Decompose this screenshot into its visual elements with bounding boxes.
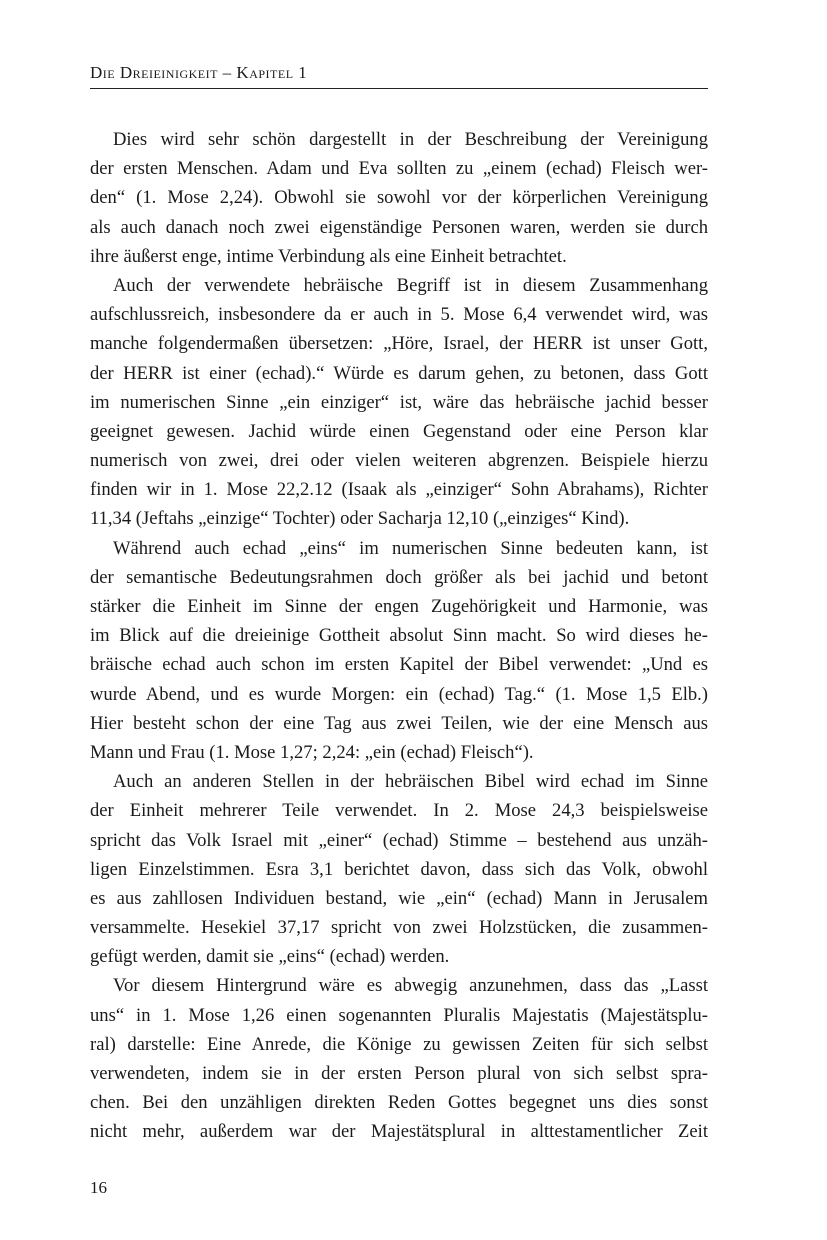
text-line: chen. Bei den unzähligen direkten Reden Gottes begegnet uns dies sonst: [90, 1092, 708, 1114]
text-line: den“ (1. Mose 2,24). Obwohl sie sowohl vor der körperlichen Vereinigung: [90, 187, 708, 209]
text-line: Vor diesem Hintergrund wäre es abwegig anzunehmen, dass das „Lasst: [113, 975, 708, 997]
text-line: manche folgendermaßen übersetzen: „Höre, Israel, der HERR ist unser Gott,: [90, 333, 708, 355]
text-line: nicht mehr, außerdem war der Majestätsplural in alttestamentlicher Zeit: [90, 1121, 708, 1143]
text-line: Auch an anderen Stellen in der hebräischen Bibel wird echad im Sinne: [113, 771, 708, 793]
text-line: verwendeten, indem sie in der ersten Person plural von sich selbst spra-: [90, 1063, 708, 1084]
text-line: Dies wird sehr schön dargestellt in der Beschreibung der Vereinigung: [113, 129, 708, 150]
text-line: finden wir in 1. Mose 22,2.12 (Isaak als „einziger“ Sohn Abrahams), Richter: [90, 479, 708, 501]
paragraph-4: [90, 767, 708, 971]
text-line: Auch der verwendete hebräische Begriff ist in diesem Zusammenhang: [113, 274, 708, 296]
text-line: ral) darstelle: Eine Anrede, die Könige zu gewissen Zeiten für sich selbst: [90, 1033, 708, 1055]
text-line: spricht das Volk Israel mit „einer“ (echad) Stimme – bestehend aus unzäh-: [90, 829, 708, 851]
text-line: es aus zahllosen Individuen bestand, wie „ein“ (echad) Mann in Jerusalem: [90, 887, 708, 909]
text-line: Mann und Frau (1. Mose 1,27; 2,24: „ein (echad) Fleisch“).: [90, 741, 534, 763]
text-line: ihre äußerst enge, intime Verbindung als eine Einheit betrachtet.: [90, 245, 567, 267]
text-line: im numerischen Sinne „ein einziger“ ist, wäre das hebräische jachid besser: [90, 391, 708, 413]
text-line: stärker die Einheit im Sinne der engen Zugehörigkeit und Harmonie, was: [90, 596, 708, 617]
paragraph-3: [90, 534, 708, 768]
paragraph-5: [90, 971, 708, 1146]
text-line: versammelte. Hesekiel 37,17 spricht von zwei Holzstücken, die zusammen-: [90, 917, 708, 939]
text-line: der semantische Bedeutungsrahmen doch größer als bei jachid und betont: [90, 566, 708, 588]
text-line: 11,34 (Jeftahs „einzige“ Tochter) oder Sacharja 12,10 („einziges“ Kind).: [90, 508, 630, 530]
text-line: der Einheit mehrerer Teile verwendet. In 2. Mose 24,3 beispielsweise: [90, 800, 708, 822]
paragraph-1: [90, 125, 708, 271]
text-line: gefügt werden, damit sie „eins“ (echad) werden.: [90, 946, 450, 968]
text-line: aufschlussreich, insbesondere da er auch in 5. Mose 6,4 verwendet wird, was: [90, 304, 708, 326]
page-number: 16: [90, 1178, 107, 1197]
body-text: [90, 125, 708, 1147]
text-line: der HERR ist einer (echad).“ Würde es darum gehen, zu betonen, dass Gott: [90, 362, 708, 384]
text-line: uns“ in 1. Mose 1,26 einen sogenannten Pluralis Majestatis (Majestätsplu-: [90, 1004, 708, 1026]
text-line: im Blick auf die dreieinige Gottheit absolut Sinn macht. So wird dieses he-: [90, 625, 708, 647]
text-line: als auch danach noch zwei eigenständige Personen waren, werden sie durch: [90, 216, 708, 238]
text-line: Hier besteht schon der eine Tag aus zwei Teilen, wie der eine Mensch aus: [90, 712, 708, 734]
text-line: Während auch echad „eins“ im numerischen Sinne bedeuten kann, ist: [113, 537, 708, 559]
paragraph-2: [90, 271, 708, 534]
text-line: geeignet gewesen. Jachid würde einen Gegenstand oder eine Person klar: [90, 420, 708, 442]
text-line: bräische echad auch schon im ersten Kapitel der Bibel verwendet: „Und es: [90, 654, 708, 676]
text-line: wurde Abend, und es wurde Morgen: ein (echad) Tag.“ (1. Mose 1,5 Elb.): [90, 683, 708, 705]
running-head: Die Dreieinigkeit – Kapitel 1: [90, 63, 308, 82]
text-line: ligen Einzelstimmen. Esra 3,1 berichtet davon, dass sich das Volk, obwohl: [90, 858, 708, 880]
text-line: numerisch von zwei, drei oder vielen weiteren abgrenzen. Beispiele hierzu: [90, 450, 708, 472]
header-rule: [90, 88, 708, 89]
text-line: der ersten Menschen. Adam und Eva sollten zu „einem (echad) Fleisch wer-: [90, 158, 708, 180]
